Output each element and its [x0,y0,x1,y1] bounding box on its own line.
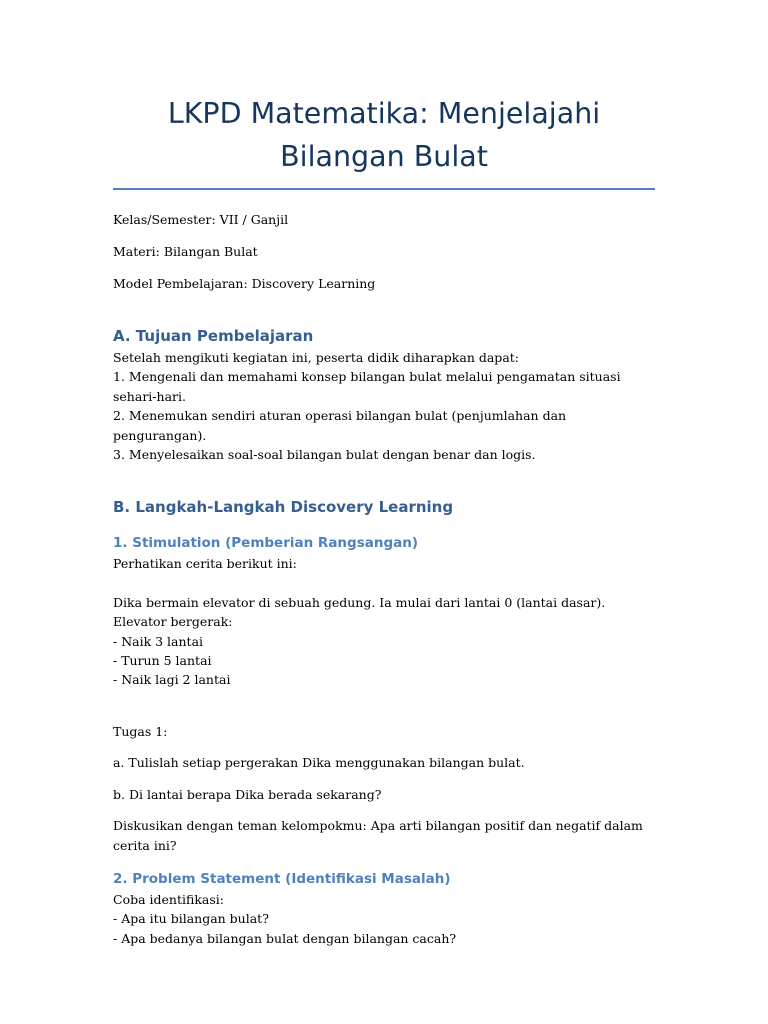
task-label: Tugas 1: [113,723,168,739]
discussion-prompt: Diskusikan dengan teman kelompokmu: Apa arti bilangan positif dan negatif dalam cerita ini? [113,818,643,853]
stimulation-heading: 1. Stimulation (Pemberian Rangsangan) [113,535,419,552]
move-item: - Turun 5 lantai [113,653,212,669]
move-item: - Naik lagi 2 lantai [113,672,231,688]
question-item: - Apa bedanya bilangan bulat dengan bilangan cacah? [113,930,457,946]
stimulation-intro: Perhatikan cerita berikut ini: [113,556,297,572]
meta-model: Model Pembelajaran: Discovery Learning [113,276,376,291]
document-page [113,0,655,948]
section-b-heading: B. Langkah-Langkah Discovery Learning [113,498,454,517]
question-item: - Apa itu bilangan bulat? [113,911,269,927]
problem-intro: Coba identifikasi: [113,891,224,907]
section-a-intro: Setelah mengikuti kegiatan ini, peserta didik diharapkan dapat: [113,350,519,365]
document-title: LKPD Matematika: Menjelajahi Bilangan Bulat [167,97,601,173]
move-item: - Naik 3 lantai [113,633,204,649]
meta-kelas: Kelas/Semester: VII / Ganjil [113,212,289,227]
objective-item: 3. Menyelesaikan soal-soal bilangan bulat dengan benar dan logis. [113,447,536,463]
problem-heading: 2. Problem Statement (Identifikasi Masalah) [113,870,451,887]
meta-materi: Materi: Bilangan Bulat [113,244,258,259]
task-b: b. Di lantai berapa Dika berada sekarang? [113,786,382,802]
section-a-heading: A. Tujuan Pembelajaran [113,327,314,345]
task-a: a. Tulislah setiap pergerakan Dika menggunakan bilangan bulat. [113,755,525,771]
objective-item: 1. Mengenali dan memahami konsep bilangan bulat melalui pengamatan situasi sehari-hari. [113,369,621,404]
title-underline [113,188,655,190]
objective-item: 2. Menemukan sendiri aturan operasi bilangan bulat (penjumlahan dan pengurangan). [113,408,567,443]
stimulation-story: Dika bermain elevator di sebuah gedung. Ia mulai dari lantai 0 (lantai dasar). Elevator bergerak: [113,594,606,630]
